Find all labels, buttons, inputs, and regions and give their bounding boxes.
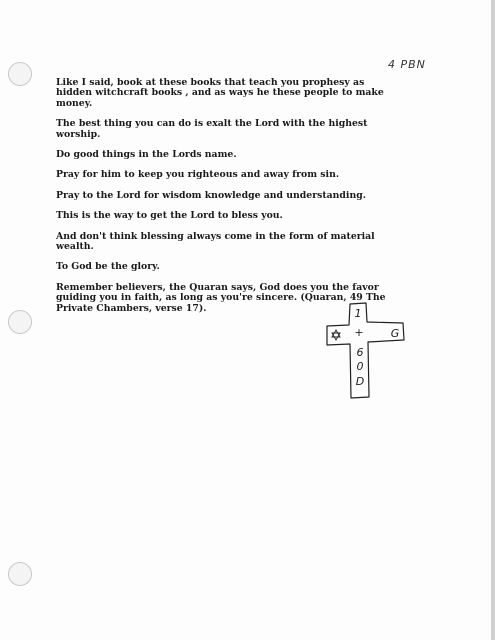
cross-lower-mark: 0 [356,360,364,373]
paragraph: Remember believers, the Quaran says, God does you the favor guiding you in faith, as long as you're sincere. (Quaran, 49 The Private Chambers, verse 17). [56,281,386,314]
paragraph: And don't think blessing always come in the form of material wealth. [56,230,375,253]
punch-hole-middle [8,310,32,334]
paragraph: Do good things in the Lords name. [56,149,237,161]
cross-lower-mark: D [355,375,365,388]
page-edge [491,0,495,640]
page-mark: 4 PBN [388,58,426,71]
paragraph: To God be the glory. [56,261,160,273]
hand-drawn-cross [325,300,407,400]
cross-lower-mark: 6 [356,346,364,359]
letter-body [56,78,401,324]
paragraph: Pray for him to keep you righteous and away from sin. [56,169,340,181]
cross-center-mark: + [354,326,364,339]
cross-outline [327,303,404,398]
punch-hole-bottom [8,562,32,586]
punch-hole-top [8,62,32,86]
paragraph: This is the way to get the Lord to bless you. [56,210,283,222]
paragraph: The best thing you can do is exalt the Lord with the highest worship. [56,118,368,140]
paragraph: Like I said, book at these books that teach you prophesy as hidden witchcraft books , and as ways he these people to make money. [56,77,384,109]
cross-top-mark: 1 [354,307,362,320]
cross-right-mark: G [390,327,400,340]
paragraph: Pray to the Lord for wisdom knowledge and understanding. [56,189,366,201]
